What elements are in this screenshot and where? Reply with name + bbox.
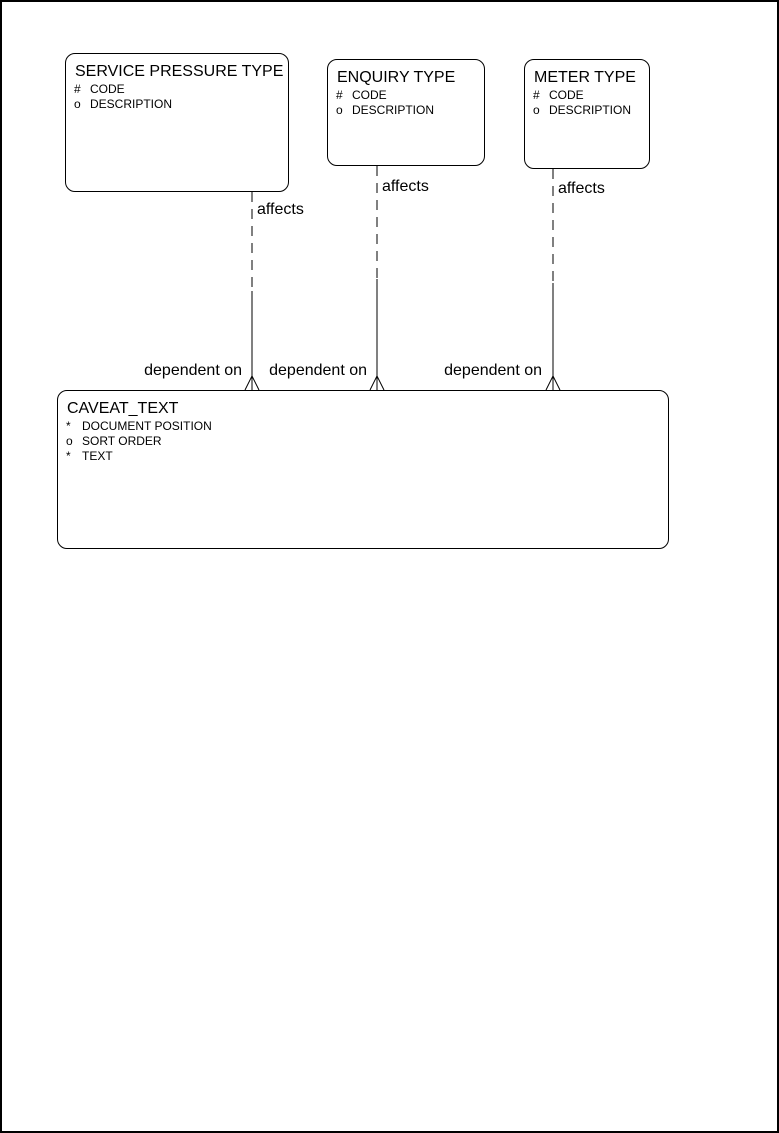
attribute-row [58, 419, 668, 434]
attribute-label: CODE [549, 88, 584, 102]
attribute-row [328, 103, 484, 118]
relationship-label-affects: affects [558, 180, 605, 197]
attribute-label: CODE [352, 88, 387, 102]
relationship-label-affects: affects [382, 178, 429, 195]
attribute-row [66, 82, 288, 97]
attribute-marker: # [533, 88, 540, 102]
attribute-label: DOCUMENT POSITION [82, 419, 212, 433]
attribute-list [66, 82, 288, 112]
entity-title: CAVEAT_TEXT [67, 400, 179, 417]
attribute-list [58, 419, 668, 464]
attribute-label: SORT ORDER [82, 434, 162, 448]
entity-title: ENQUIRY TYPE [337, 69, 456, 86]
attribute-row [525, 88, 649, 103]
attribute-marker: # [74, 82, 81, 96]
attribute-row [58, 434, 668, 449]
relationship-line-enquiry-type-caveat-text[interactable] [370, 166, 384, 390]
attribute-row [58, 449, 668, 464]
entity-caveat-text[interactable] [57, 390, 669, 549]
attribute-marker: * [66, 449, 71, 463]
relationship-label-dependent-on: dependent on [144, 362, 242, 379]
attribute-marker: * [66, 419, 71, 433]
relationship-label-dependent-on: dependent on [444, 362, 542, 379]
attribute-marker: # [336, 88, 343, 102]
relationship-line-meter-type-caveat-text[interactable] [546, 169, 560, 390]
entity-meter-type[interactable] [524, 59, 650, 169]
entity-title: SERVICE PRESSURE TYPE [75, 63, 284, 80]
entity-title: METER TYPE [534, 69, 636, 86]
attribute-label: DESCRIPTION [352, 103, 435, 117]
attribute-marker: o [336, 103, 343, 117]
attribute-list [328, 88, 484, 118]
attribute-row [328, 88, 484, 103]
attribute-row [66, 97, 288, 112]
attribute-label: DESCRIPTION [90, 97, 173, 111]
relationship-label-affects: affects [257, 201, 304, 218]
relationship-line-service-pressure-type-caveat-text[interactable] [245, 192, 259, 390]
entity-enquiry-type[interactable] [327, 59, 485, 166]
attribute-marker: o [74, 97, 81, 111]
attribute-marker: o [66, 434, 73, 448]
relationship-label-dependent-on: dependent on [269, 362, 367, 379]
attribute-marker: o [533, 103, 540, 117]
attribute-label: TEXT [82, 449, 113, 463]
attribute-list [525, 88, 649, 118]
attribute-row [525, 103, 649, 118]
entity-service-pressure-type[interactable] [65, 53, 289, 192]
attribute-label: DESCRIPTION [549, 103, 632, 117]
attribute-label: CODE [90, 82, 125, 96]
